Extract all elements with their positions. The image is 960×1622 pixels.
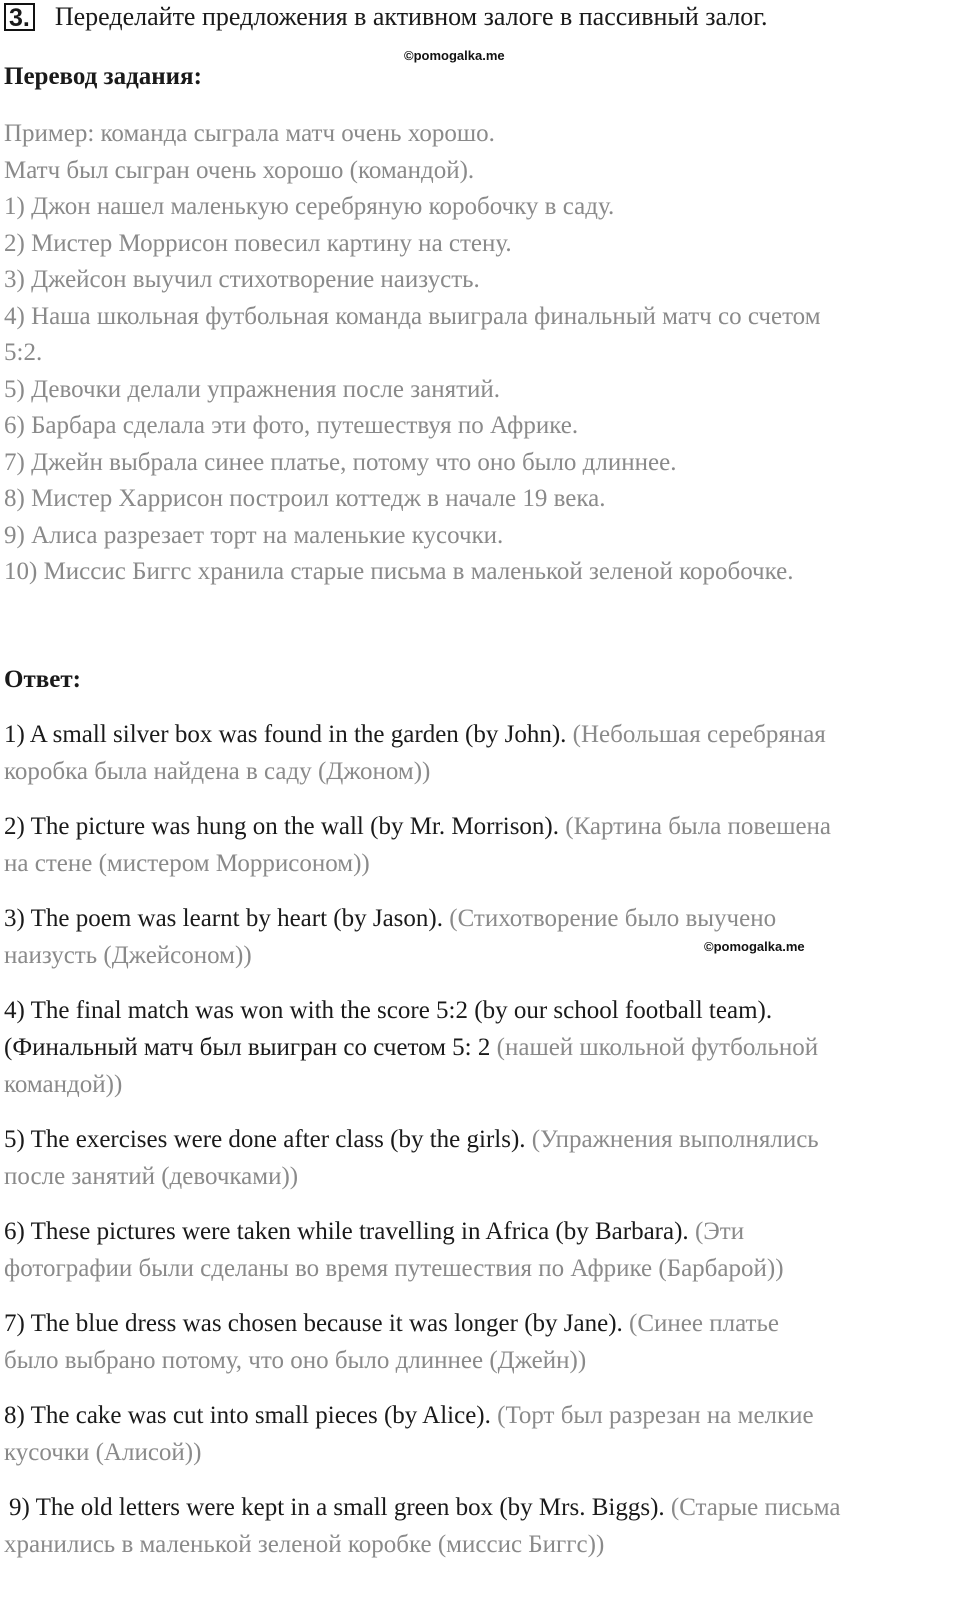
answer-russian: после занятий (девочками)) <box>4 1163 299 1190</box>
translation-line: 5:2. <box>4 339 43 366</box>
translation-line: 5) Девочки делали упражнения после занятий. <box>4 375 501 403</box>
answer-russian: (Упражнения выполнялись <box>531 1126 819 1153</box>
answer-english: 1) A small silver box was found in the garden (by John). <box>4 721 567 748</box>
answer-russian: (Картина была повешена <box>565 813 832 840</box>
answer-title: Ответ: <box>4 666 81 693</box>
translation-line: 4) Наша школьная футбольная команда выиграла финальный матч со счетом <box>4 302 821 330</box>
translation-line: 8) Мистер Харрисон построил коттедж в начале 19 века. <box>4 485 606 512</box>
answer-russian: фотографии были сделаны во время путешествия по Африке (Барбарой)) <box>4 1255 784 1282</box>
translation-line: 6) Барбара сделала эти фото, путешествуя по Африке. <box>4 412 579 439</box>
translation-line: 2) Мистер Моррисон повесил картину на стену. <box>4 229 512 257</box>
answer-item <box>4 1305 954 1379</box>
answer-item <box>4 1397 954 1471</box>
translation-line: 10) Миссис Биггс хранила старые письма в маленькой зеленой коробочке. <box>4 558 794 585</box>
answer-russian: было выбрано потому, что оно было длиннее (Джейн)) <box>4 1347 587 1374</box>
translation-line: 7) Джейн выбрала синее платье, потому что оно было длиннее. <box>4 448 677 476</box>
answer-item <box>4 992 954 1103</box>
answer-item <box>4 900 954 974</box>
task-header <box>4 2 768 32</box>
answer-russian: (Финальный матч был выигран со счетом 5: 2 <box>4 1034 491 1061</box>
answer-english: 9) The old letters were kept in a small green box (by Mrs. Biggs). <box>9 1494 665 1521</box>
answer-russian: кусочки (Алисой)) <box>4 1439 202 1466</box>
watermark-middle: ©pomogalka.me <box>704 939 805 954</box>
answer-english: 8) The cake was cut into small pieces (by Alice). <box>4 1402 491 1429</box>
answer-item <box>4 808 954 882</box>
answer-russian: хранились в маленькой зеленой коробке (миссис Биггс)) <box>4 1531 605 1558</box>
answer-russian: на стене (мистером Моррисоном)) <box>4 850 370 877</box>
answer-english: 6) These pictures were taken while travelling in Africa (by Barbara). <box>4 1218 689 1245</box>
answer-list <box>4 716 954 1581</box>
translation-line: 3) Джейсон выучил стихотворение наизусть. <box>4 266 480 293</box>
answer-russian: (Синее платье <box>629 1310 779 1337</box>
answer-russian: (нашей школьной футбольной <box>496 1034 819 1061</box>
answer-english: 2) The picture was hung on the wall (by Mr. Morrison). <box>4 813 559 840</box>
answer-russian: (Старые письма <box>670 1494 841 1521</box>
answer-russian: командой)) <box>4 1071 123 1098</box>
answer-item <box>4 716 954 790</box>
answer-russian: наизусть (Джейсоном)) <box>4 942 252 969</box>
answer-russian: коробка была найдена в саду (Джоном)) <box>4 758 431 785</box>
answer-english: 5) The exercises were done after class (by the girls). <box>4 1126 526 1153</box>
answer-item <box>4 1213 954 1287</box>
answer-item <box>4 1121 954 1195</box>
translation-line: 9) Алиса разрезает торт на маленькие кусочки. <box>4 521 504 549</box>
answer-item <box>4 1489 954 1563</box>
watermark-top: ©pomogalka.me <box>404 48 505 63</box>
answer-english: 4) The final match was won with the score 5:2 (by our school football team). <box>4 997 773 1024</box>
answer-russian: (Стихотворение было выучено <box>449 905 777 932</box>
answer-english: 7) The blue dress was chosen because it was longer (by Jane). <box>4 1310 623 1337</box>
answer-english: 3) The poem was learnt by heart (by Jason). <box>4 905 443 932</box>
task-number: 3. <box>4 3 35 31</box>
task-instruction: Переделайте предложения в активном залоге в пассивный залог. <box>54 2 768 31</box>
translation-line: Пример: команда сыграла матч очень хорошо. <box>4 120 495 147</box>
translation-line: Матч был сыгран очень хорошо (командой). <box>4 156 475 184</box>
translation-line: 1) Джон нашел маленькую серебряную коробочку в саду. <box>4 193 615 220</box>
answer-russian: (Небольшая серебряная <box>572 721 826 748</box>
answer-russian: (Эти <box>694 1218 745 1245</box>
answer-russian: (Торт был разрезан на мелкие <box>497 1402 814 1429</box>
translation-block <box>4 116 944 591</box>
translation-title: Перевод задания: <box>4 63 202 90</box>
